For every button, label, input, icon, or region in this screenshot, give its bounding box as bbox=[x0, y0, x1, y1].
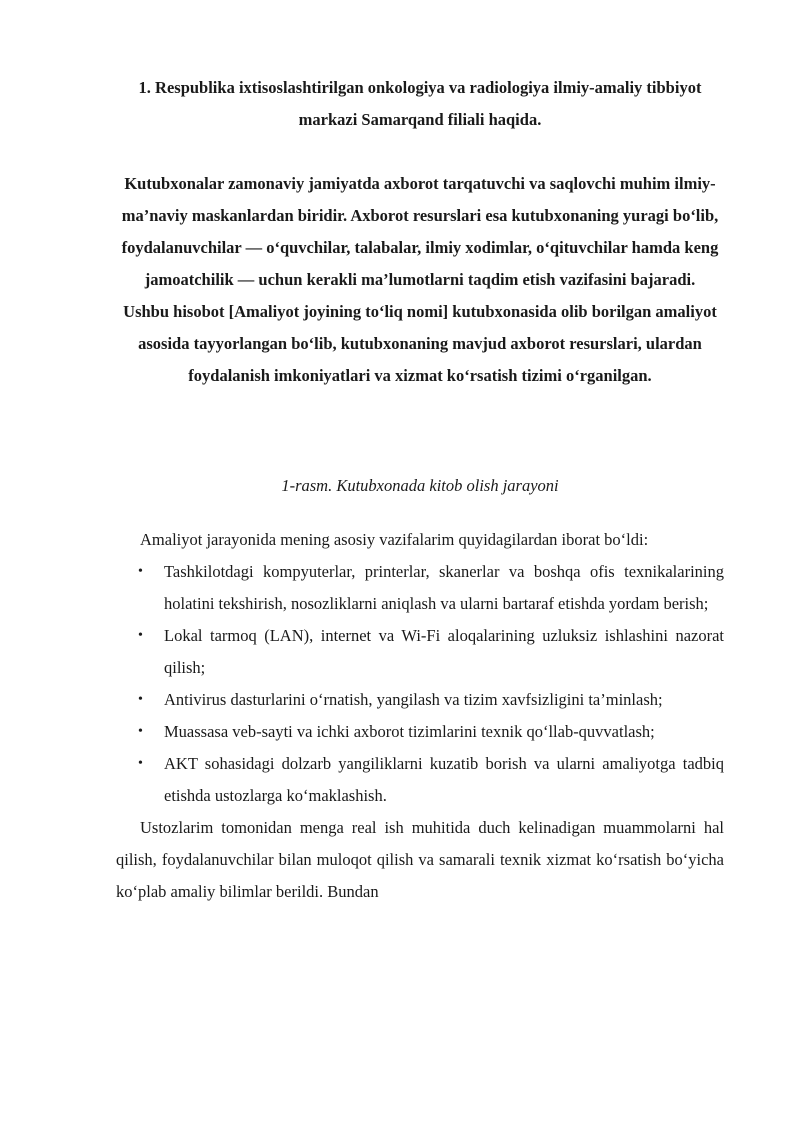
intro-paragraph-1: Kutubxonalar zamonaviy jamiyatda axborot tarqatuvchi va saqlovchi muhim ilmiy-ma’naviy maskanlardan biridir. Axborot resurslari esa kutubxonaning yuragi bo‘lib, foydalanuvchilar — o‘quvchilar, talabalar, ilmiy xodimlar, o‘qituvchilar hamda keng jamoatchilik — uchun kerakli ma’lumotlarni taqdim etish vazifasini bajaradi. bbox=[121, 174, 719, 289]
figure-caption: 1-rasm. Kutubxonada kitob olish jarayoni bbox=[281, 476, 559, 495]
intro-block bbox=[116, 168, 724, 392]
bullet-icon: • bbox=[138, 724, 143, 739]
list-item-text: Lokal tarmoq (LAN), internet va Wi-Fi aloqalarining uzluksiz ishlashini nazorat qilish; bbox=[164, 626, 724, 677]
tasks-list bbox=[116, 556, 724, 812]
bullet-icon: • bbox=[138, 564, 143, 579]
list-item-text: Muassasa veb-sayti va ichki axborot tizimlarini texnik qo‘llab-quvvatlash; bbox=[164, 722, 655, 741]
intro-paragraph-2: Ushbu hisobot [Amaliyot joyining to‘liq nomi] kutubxonasida olib borilgan amaliyot asosida tayyorlangan bo‘lib, kutubxonaning mavjud axborot resurslari, ulardan foydalanish imkoniyatlari va xizmat ko‘rsatish tizimi o‘rganilgan. bbox=[123, 302, 717, 385]
document-page bbox=[116, 72, 724, 908]
list-item-text: Tashkilotdagi kompyuterlar, printerlar, skanerlar va boshqa ofis texnikalarining holatini tekshirish, nosozliklarni aniqlash va ularni bartaraf etishda yordam berish; bbox=[164, 562, 724, 613]
tasks-lead: Amaliyot jarayonida mening asosiy vazifalarim quyidagilardan iborat bo‘ldi: bbox=[140, 530, 649, 549]
list-item-text: AKT sohasidagi dolzarb yangiliklarni kuzatib borish va ularni amaliyotga tadbiq etishda ustozlarga ko‘maklashish. bbox=[164, 754, 724, 805]
section-heading: 1. Respublika ixtisoslashtirilgan onkologiya va radiologiya ilmiy-amaliy tibbiyot markazi Samarqand filiali haqida. bbox=[138, 78, 702, 129]
bullet-icon: • bbox=[138, 756, 143, 771]
list-item bbox=[116, 556, 724, 620]
list-item bbox=[116, 748, 724, 812]
list-item bbox=[116, 716, 724, 748]
bullet-icon: • bbox=[138, 628, 143, 643]
list-item-text: Antivirus dasturlarini o‘rnatish, yangilash va tizim xavfsizligini ta’minlash; bbox=[164, 690, 663, 709]
list-item bbox=[116, 620, 724, 684]
list-item bbox=[116, 684, 724, 716]
bullet-icon: • bbox=[138, 692, 143, 707]
closing-paragraph: Ustozlarim tomonidan menga real ish muhitida duch kelinadigan muammolarni hal qilish, foydalanuvchilar bilan muloqot qilish va samarali texnik xizmat ko‘rsatish bo‘yicha ko‘plab amaliy bilimlar berildi. Bundan bbox=[116, 818, 724, 901]
